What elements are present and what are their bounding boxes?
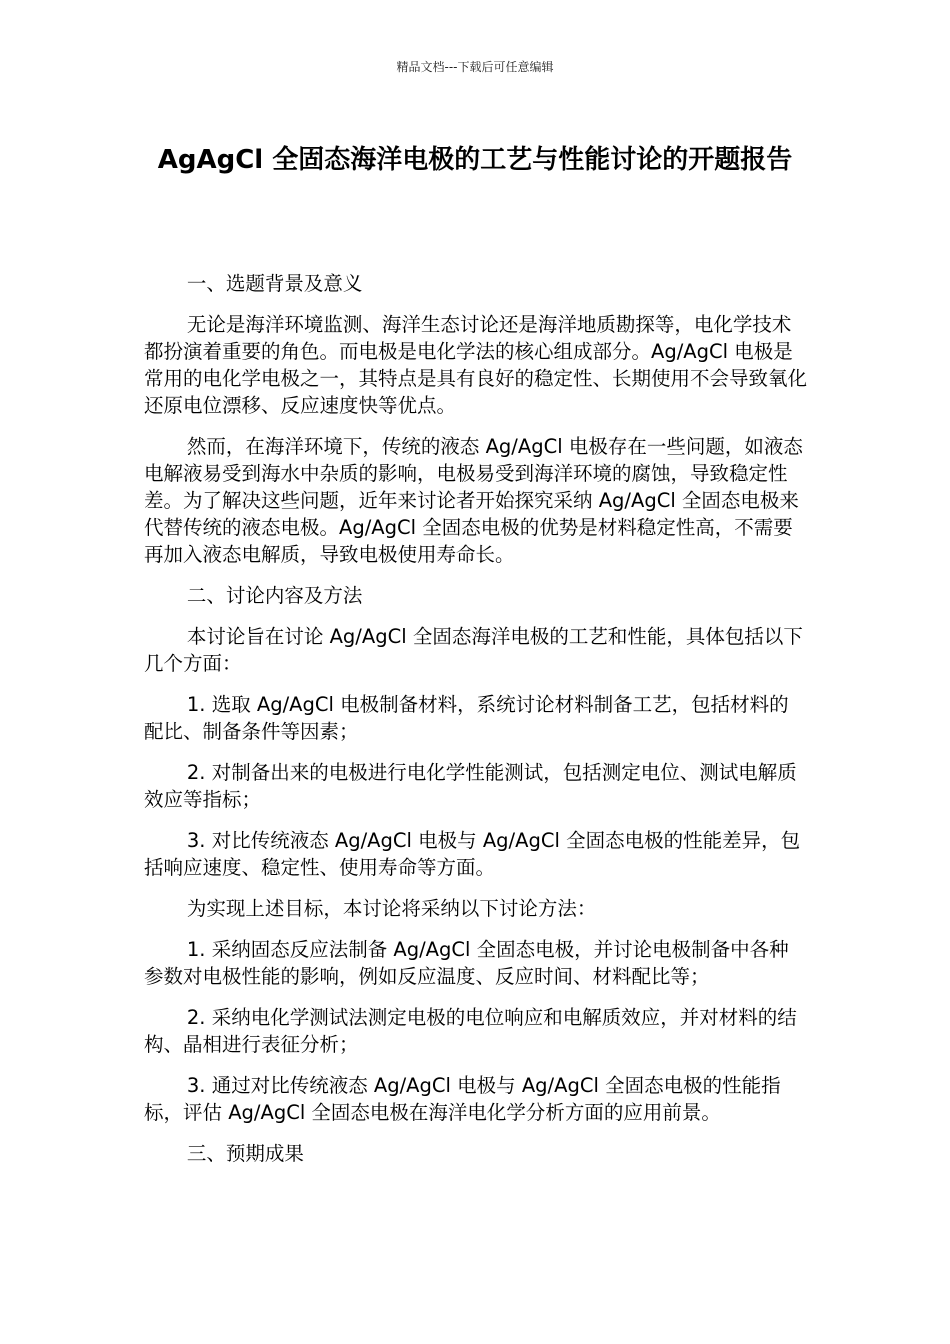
list-item-method-1: 1. 采纳固态反应法制备 Ag/AgCl 全固态电极，并讨论电极制备中各种参数对电极性能的影响，例如反应温度、反应时间、材料配比等；: [144, 938, 789, 988]
paragraph-background-1: 无论是海洋环境监测、海洋生态讨论还是海洋地质勘探等，电化学技术都扮演着重要的角色。而电极是电化学法的核心组成部分。Ag/AgCl 电极是常用的电化学电极之一，其特点是具有良好的稳定性、长期使用不会导致氧化还原电位漂移、反应速度快等优点。: [144, 313, 808, 417]
paragraph-methods-intro: 本讨论旨在讨论 Ag/AgCl 全固态海洋电极的工艺和性能，具体包括以下几个方面：: [144, 625, 803, 675]
list-item-content-1: 1. 选取 Ag/AgCl 电极制备材料，系统讨论材料制备工艺，包括材料的配比、制备条件等因素；: [144, 693, 789, 743]
section-heading-methods: 二、讨论内容及方法: [186, 584, 363, 607]
header-note: 精品文档---下载后可任意编辑: [396, 60, 554, 74]
list-item-content-3: 3. 对比传统液态 Ag/AgCl 电极与 Ag/AgCl 全固态电极的性能差异，包括响应速度、稳定性、使用寿命等方面。: [144, 829, 801, 879]
document-body: [144, 270, 808, 1181]
paragraph-background-2: 然而，在海洋环境下，传统的液态 Ag/AgCl 电极存在一些问题，如液态电解液易受到海水中杂质的影响，电极易受到海洋环境的腐蚀，导致稳定性差。为了解决这些问题，近年来讨论者开始探究采纳 Ag/AgCl 全固态电极来代替传统的液态电极。Ag/AgCl 全固态电极的优势是材料稳定性高，不需要再加入液态电解质，导致电极使用寿命长。: [144, 435, 803, 566]
section-heading-outcomes: 三、预期成果: [186, 1142, 304, 1165]
section-heading-background: 一、选题背景及意义: [186, 272, 363, 295]
paragraph-methods-lead: 为实现上述目标，本讨论将采纳以下讨论方法：: [186, 897, 597, 920]
document-title: AgAgCl 全固态海洋电极的工艺与性能讨论的开题报告: [157, 145, 793, 175]
list-item-method-2: 2. 采纳电化学测试法测定电极的电位响应和电解质效应，并对材料的结构、晶相进行表征分析；: [144, 1006, 797, 1056]
list-item-method-3: 3. 通过对比传统液态 Ag/AgCl 电极与 Ag/AgCl 全固态电极的性能指标，评估 Ag/AgCl 全固态电极在海洋电化学分析方面的应用前景。: [144, 1074, 781, 1124]
list-item-content-2: 2. 对制备出来的电极进行电化学性能测试，包括测定电位、测试电解质效应等指标；: [144, 761, 797, 811]
